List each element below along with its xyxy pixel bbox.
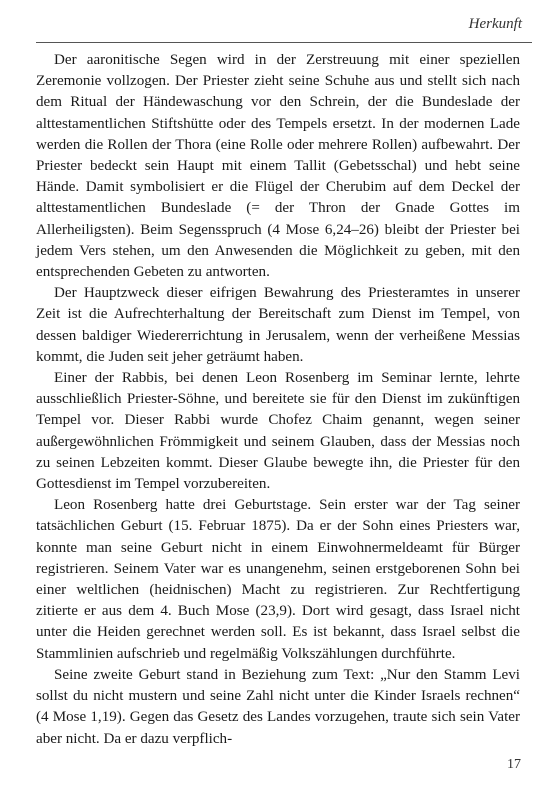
body-text (36, 50, 520, 750)
paragraph-4: Leon Rosenberg hatte drei Geburtstage. Sein erster war der Tag seiner tatsächlichen Geburt (15. Februar 1875). Da er der Sohn eines Priesters war, konnte man seine Geburt nicht in einem Einwohnermeldeamt für Bürger registrieren. Seinem Vater war es unangenehm, seinen erstgeborenen Sohn bei einer weltlichen (heidnischen) Macht zu registrieren. Zur Rechtfertigung zitierte er aus dem 4. Buch Mose (23,9). Dort wird gesagt, dass Israel nicht unter die Heiden gerechnet werden soll. Es ist bekannt, dass Israel selbst die Stammlinien aufschrieb und regelmäßig Volkszählungen durchführte. (36, 497, 520, 662)
paragraph-3: Einer der Rabbis, bei denen Leon Rosenberg im Seminar lernte, lehrte ausschließlich Priester-Söhne, und bereitete sie für den Dienst im zukünftigen Tempel vor. Dieser Rabbi wurde Chofez Chaim genannt, wegen seiner außergewöhnlichen Frömmigkeit und seinem Glauben, dass der Messias noch zu seinen Lebzeiten kommt. Dieser Glaube bewegte ihn, die Priester für den Gottesdienst im Tempel vorzubereiten. (36, 370, 520, 493)
paragraph-2: Der Hauptzweck dieser eifrigen Bewahrung des Priesteramtes in unserer Zeit ist die Aufrechterhaltung der Bereitschaft zum Dienst im Tempel, von dessen baldiger Wiedererrichtung in Jerusalem, wenn der verheißene Messias kommt, die Juden seit jeher geträumt haben. (36, 285, 520, 365)
paragraph-1: Der aaronitische Segen wird in der Zerstreuung mit einer speziellen Zeremonie vollzogen. Der Priester zieht seine Schuhe aus und stellt sich nach dem Ritual der Händewaschung vor den Schrein, der die Bundeslade der alttestamentlichen Stiftshütte oder des Tempels ersetzt. In der modernen Lade werden die Rollen der Thora (eine Rolle oder mehrere Rollen) aufbewahrt. Der Priester bedeckt sein Haupt mit einem Tallit (Gebetsschal) und hebt seine Hände. Damit symbolisiert er die Flügel der Cherubim auf dem Deckel der alttestamentlichen Bundeslade (= der Thron der Gnade Gottes im Allerheiligsten). Beim Segensspruch (4 Mose 6,24–26) bleibt der Priester bei jedem Vers stehen, um den Anwesenden die Möglichkeit zu geben, mit den entsprechenden Gebeten zu antworten. (36, 52, 520, 281)
running-header (0, 0, 554, 44)
header-rule (36, 42, 532, 43)
page-number: 17 (507, 757, 521, 772)
paragraph-5: Seine zweite Geburt stand in Beziehung zum Text: „Nur den Stamm Levi sollst du nicht mustern und seine Zahl nicht unter die Kinder Israels rechnen“ (4 Mose 1,19). Gegen das Gesetz des Landes vorzugehen, traute sich sein Vater aber nicht. Da er dazu verpflich- (36, 666, 520, 747)
running-title: Herkunft (468, 16, 522, 32)
